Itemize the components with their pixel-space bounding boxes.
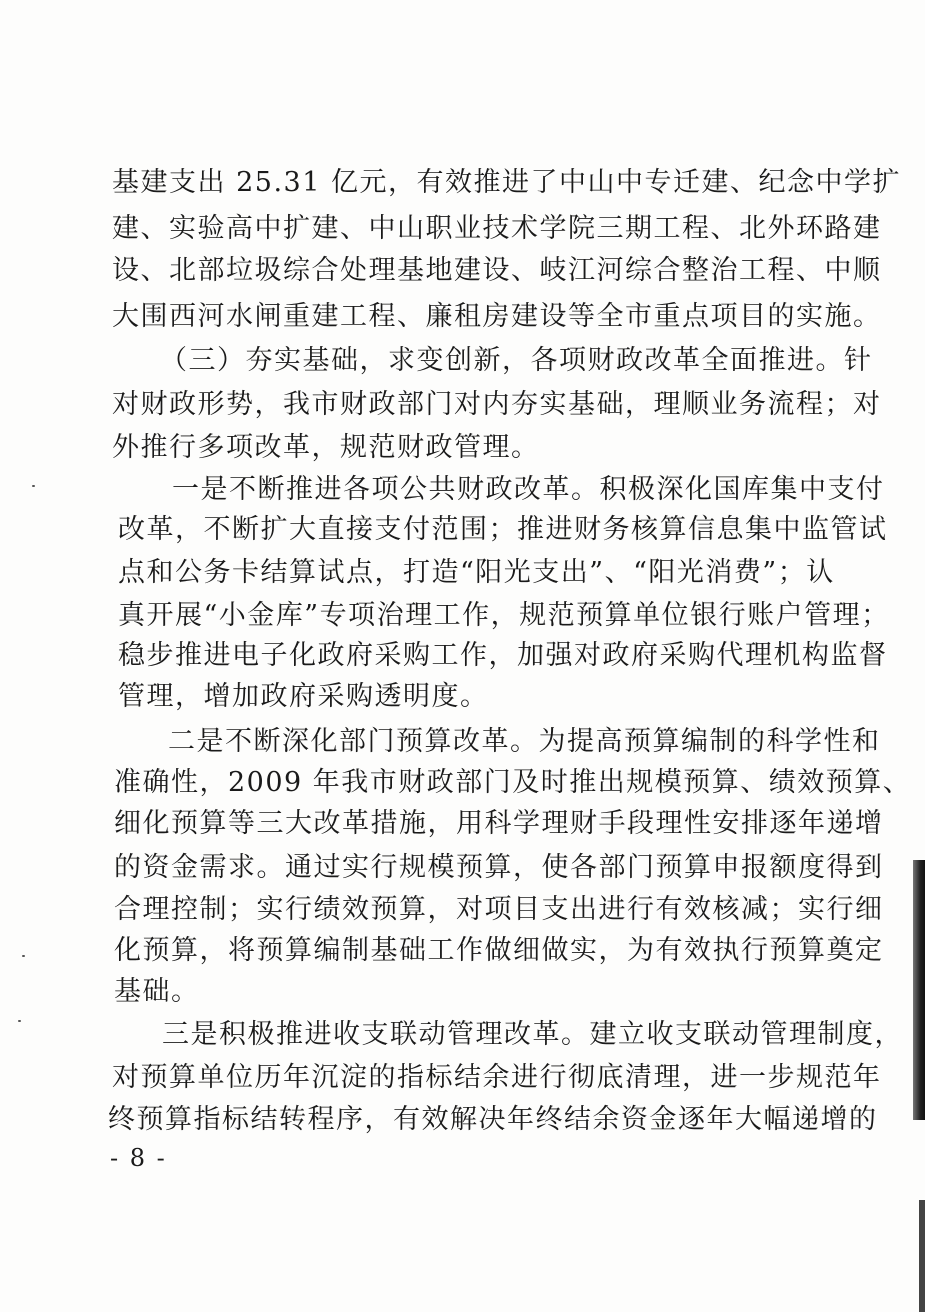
text-line: 真开展“小金库”专项治理工作，规范预算单位银行账户管理； [118,600,890,631]
text-line: 准确性，2009 年我市财政部门及时推出规模预算、绩效预算、 [114,767,912,798]
text-line: 建、实验高中扩建、中山职业技术学院三期工程、北外环路建 [112,213,882,244]
paragraph-first-line: 三是积极推进收支联动管理改革。建立收支联动管理制度， [162,1019,903,1050]
text-line: 的资金需求。通过实行规模预算，使各部门预算申报额度得到 [114,852,884,883]
text-line: 终预算指标结转程序，有效解决年终结余资金逐年大幅递增的 [108,1104,878,1135]
page-number: - 8 - [110,1144,167,1172]
scan-speck [22,955,25,957]
text-line: 管理，增加政府采购透明度。 [118,681,489,712]
paragraph-first-line: 一是不断推进各项公共财政改革。积极深化国库集中支付 [172,474,885,505]
scan-edge-shadow [913,860,925,1120]
text-line: 合理控制；实行绩效预算，对项目支出进行有效核减；实行细 [114,894,884,925]
text-line: 稳步推进电子化政府采购工作，加强对政府采购代理机构监督 [118,640,888,671]
scan-speck [32,485,35,487]
text-line: 细化预算等三大改革措施，用科学理财手段理性安排逐年递增 [114,808,884,839]
text-line: 基础。 [114,976,200,1007]
scan-edge-shadow [919,1200,925,1312]
text-line: 对财政形势，我市财政部门对内夯实基础，理顺业务流程；对 [112,389,882,420]
text-line: 化预算，将预算编制基础工作做细做实，为有效执行预算奠定 [114,935,884,966]
section-heading-line: （三）夯实基础，求变创新，各项财政改革全面推进。针 [160,345,873,376]
text-line: 设、北部垃圾综合处理基地建设、岐江河综合整治工程、中顺 [112,255,882,286]
paragraph-first-line: 二是不断深化部门预算改革。为提高预算编制的科学性和 [168,726,881,757]
text-line: 对预算单位历年沉淀的指标结余进行彻底清理，进一步规范年 [112,1062,882,1093]
text-line: 基建支出 25.31 亿元，有效推进了中山中专迁建、纪念中学扩 [112,167,901,198]
scan-speck [18,1020,21,1022]
text-line: 外推行多项改革，规范财政管理。 [112,432,540,463]
text-line: 点和公务卡结算试点，打造“阳光支出”、“阳光消费”；认 [118,557,835,588]
text-line: 大围西河水闸重建工程、廉租房建设等全市重点项目的实施。 [112,301,882,332]
text-line: 改革，不断扩大直接支付范围；推进财务核算信息集中监管试 [118,514,888,545]
